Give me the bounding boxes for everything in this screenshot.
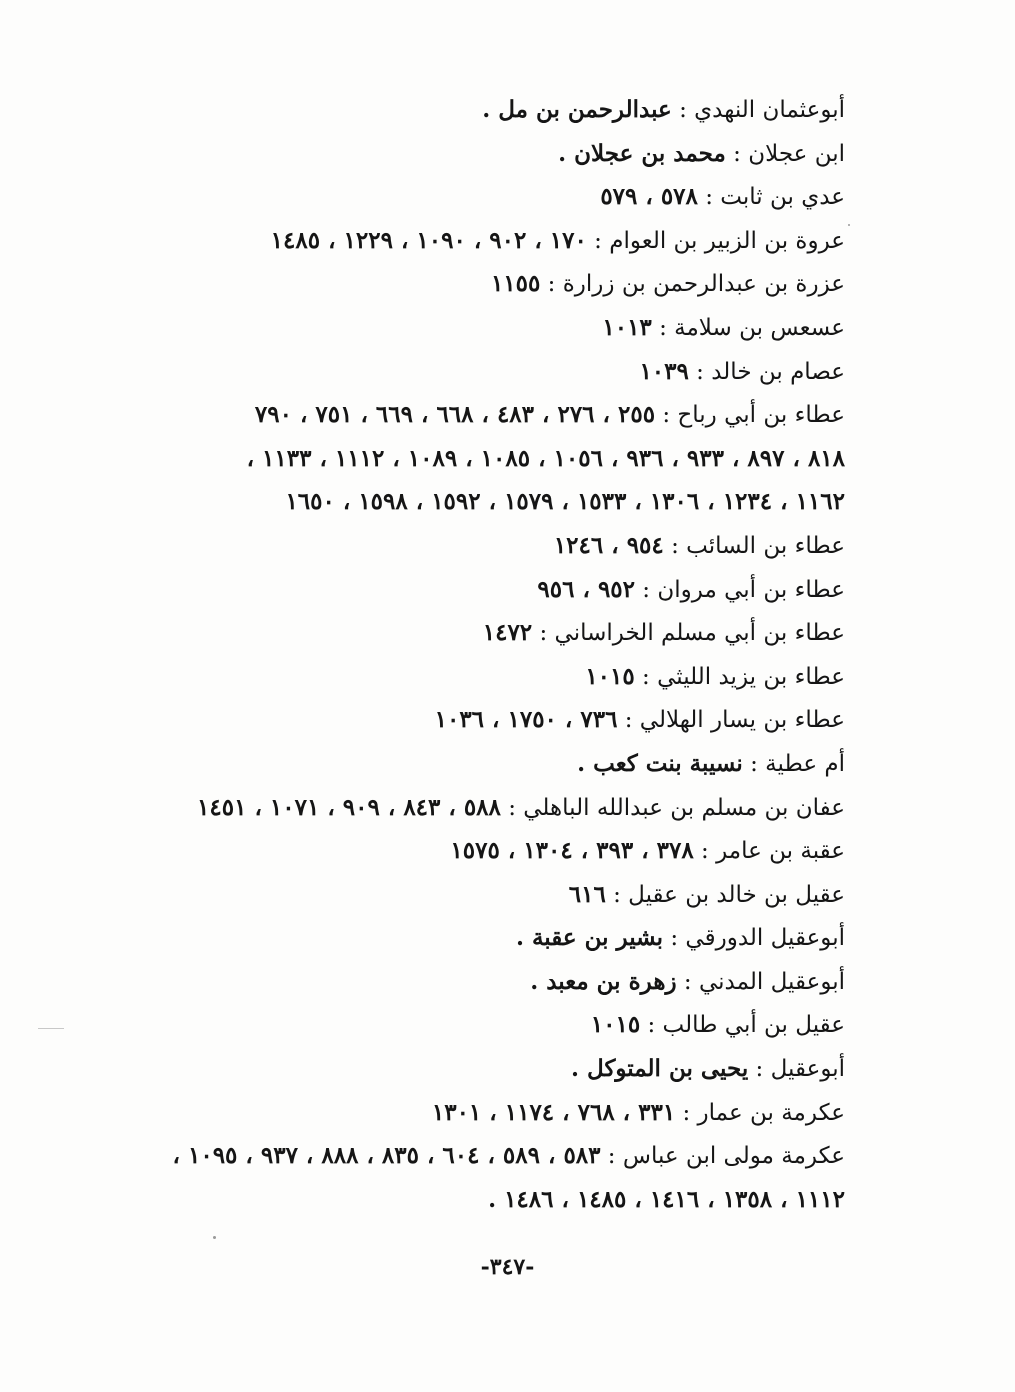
entry-name: عدي بن ثابت : <box>697 184 845 211</box>
entry-references: عبدالرحمن بن مل . <box>482 96 672 123</box>
entry-references: ١٠١٥ <box>590 1011 641 1039</box>
index-entry <box>145 480 845 524</box>
index-entries <box>145 88 845 1221</box>
index-entry <box>145 524 845 568</box>
ink-speck <box>38 1028 64 1029</box>
entry-references: ٩٥٢ ، ٩٥٦ <box>537 575 635 603</box>
entry-references: ٦١٦ <box>568 880 606 908</box>
entry-references: ٨١٨ ، ٨٩٧ ، ٩٣٣ ، ٩٣٦ ، ١٠٥٦ ، ١٠٨٥ ، ١٠٨٩ ، ١١١٢ ، ١١٣٣ ، <box>246 444 845 472</box>
entry-references: زهرة بن معبد . <box>530 967 677 995</box>
index-entry <box>145 655 845 699</box>
entry-references: محمد بن عجلان . <box>558 139 726 167</box>
entry-references: بشير بن عقبة . <box>515 924 664 952</box>
entry-references: ٩٥٤ ، ١٢٤٦ <box>553 531 664 559</box>
entry-name: ابن عجلان : <box>725 140 845 167</box>
ink-speck <box>848 224 850 226</box>
entry-references: ١١١٢ ، ١٣٥٨ ، ١٤١٦ ، ١٤٨٥ ، ١٤٨٦ . <box>488 1185 845 1213</box>
index-entry <box>145 437 845 481</box>
entry-name: عفان بن مسلم بن عبدالله الباهلي : <box>500 794 845 821</box>
entry-name: عقيل بن أبي طالب : <box>640 1012 845 1039</box>
entry-references: ٣٧٨ ، ٣٩٣ ، ١٣٠٤ ، ١٥٧٥ <box>450 837 694 865</box>
entry-name: عقيل بن خالد بن عقيل : <box>605 881 845 908</box>
page-number: -٣٤٧- <box>480 1254 535 1280</box>
index-entry <box>145 88 845 132</box>
index-entry <box>145 611 845 655</box>
entry-references: ٥٧٨ ، ٥٧٩ <box>600 183 698 211</box>
entry-name: أبوعقيل الدورقي : <box>663 925 845 952</box>
entry-name: عطاء بن يزيد الليثي : <box>634 663 845 690</box>
entry-name: عطاء بن السائب : <box>663 532 845 559</box>
entry-name: عسعس بن سلامة : <box>651 314 845 341</box>
entry-name: أبوعقيل المدني : <box>676 968 845 995</box>
index-entry <box>145 960 845 1004</box>
entry-name: أبوعثمان النهدي : <box>671 97 845 123</box>
index-entry <box>145 1091 845 1135</box>
entry-references: ١٤٧٢ <box>482 619 533 647</box>
entry-name: عكرمة مولى ابن عباس : <box>600 1143 845 1170</box>
entry-name: عصام بن خالد : <box>688 358 845 385</box>
index-entry <box>145 873 845 917</box>
ink-speck <box>213 1236 216 1239</box>
entry-references: يحيى بن المتوكل . <box>571 1055 749 1083</box>
index-entry <box>145 262 845 306</box>
index-entry <box>145 698 845 742</box>
entry-references: نسيبة بنت كعب . <box>577 749 743 777</box>
entry-references: ٥٨٣ ، ٥٨٩ ، ٦٠٤ ، ٨٣٥ ، ٨٨٨ ، ٩٣٧ ، ١٠٩٥ ، <box>172 1142 601 1170</box>
index-entry <box>145 350 845 394</box>
entry-references: ١٠٣٩ <box>639 357 689 385</box>
entry-references: ١١٦٢ ، ١٢٣٤ ، ١٣٠٦ ، ١٥٣٣ ، ١٥٧٩ ، ١٥٩٢ ، ١٥٩٨ ، ١٦٥٠ <box>285 488 845 516</box>
entry-name: أم عطية : <box>742 750 845 777</box>
entry-name: عطاء بن يسار الهلالي : <box>617 707 845 734</box>
index-entry <box>145 175 845 219</box>
entry-name: عكرمة بن عمار : <box>675 1099 845 1126</box>
entry-references: ١٠١٥ <box>585 662 635 690</box>
entry-references: ٥٨٨ ، ٨٤٣ ، ٩٠٩ ، ١٠٧١ ، ١٤٥١ <box>197 793 501 821</box>
entry-references: ١١٥٥ <box>490 270 541 298</box>
entry-name: عطاء بن أبي مروان : <box>635 576 845 603</box>
index-entry <box>145 219 845 263</box>
index-entry <box>145 1178 845 1222</box>
index-entry <box>145 1047 845 1091</box>
entry-references: ٣٣١ ، ٧٦٨ ، ١١٧٤ ، ١٣٠١ <box>431 1098 676 1126</box>
index-entry <box>145 568 845 612</box>
entry-references: ٧٣٦ ، ١٧٥٠ ، ١٠٣٦ <box>434 706 618 734</box>
index-entry <box>145 306 845 350</box>
index-entry <box>145 1003 845 1047</box>
entry-references: ٢٥٥ ، ٢٧٦ ، ٤٨٣ ، ٦٦٨ ، ٦٦٩ ، ٧٥١ ، ٧٩٠ <box>254 401 656 429</box>
index-entry <box>145 916 845 960</box>
entry-name: أبوعقيل : <box>748 1056 845 1083</box>
entry-name: عزرة بن عبدالرحمن بن زرارة : <box>540 271 845 298</box>
index-entry <box>145 786 845 830</box>
index-entry <box>145 393 845 437</box>
index-entry <box>145 742 845 786</box>
index-entry <box>145 132 845 176</box>
entry-name: عطاء بن أبي مسلم الخراساني : <box>532 620 845 647</box>
entry-name: عطاء بن أبي رباح : <box>655 402 845 429</box>
entry-name: عقبة بن عامر : <box>693 838 845 865</box>
entry-references: ١٧٠ ، ٩٠٢ ، ١٠٩٠ ، ١٢٢٩ ، ١٤٨٥ <box>270 226 587 254</box>
index-entry <box>145 829 845 873</box>
entry-name: عروة بن الزبير بن العوام : <box>586 227 845 254</box>
entry-references: ١٠١٣ <box>602 313 652 341</box>
index-entry <box>145 1134 845 1178</box>
